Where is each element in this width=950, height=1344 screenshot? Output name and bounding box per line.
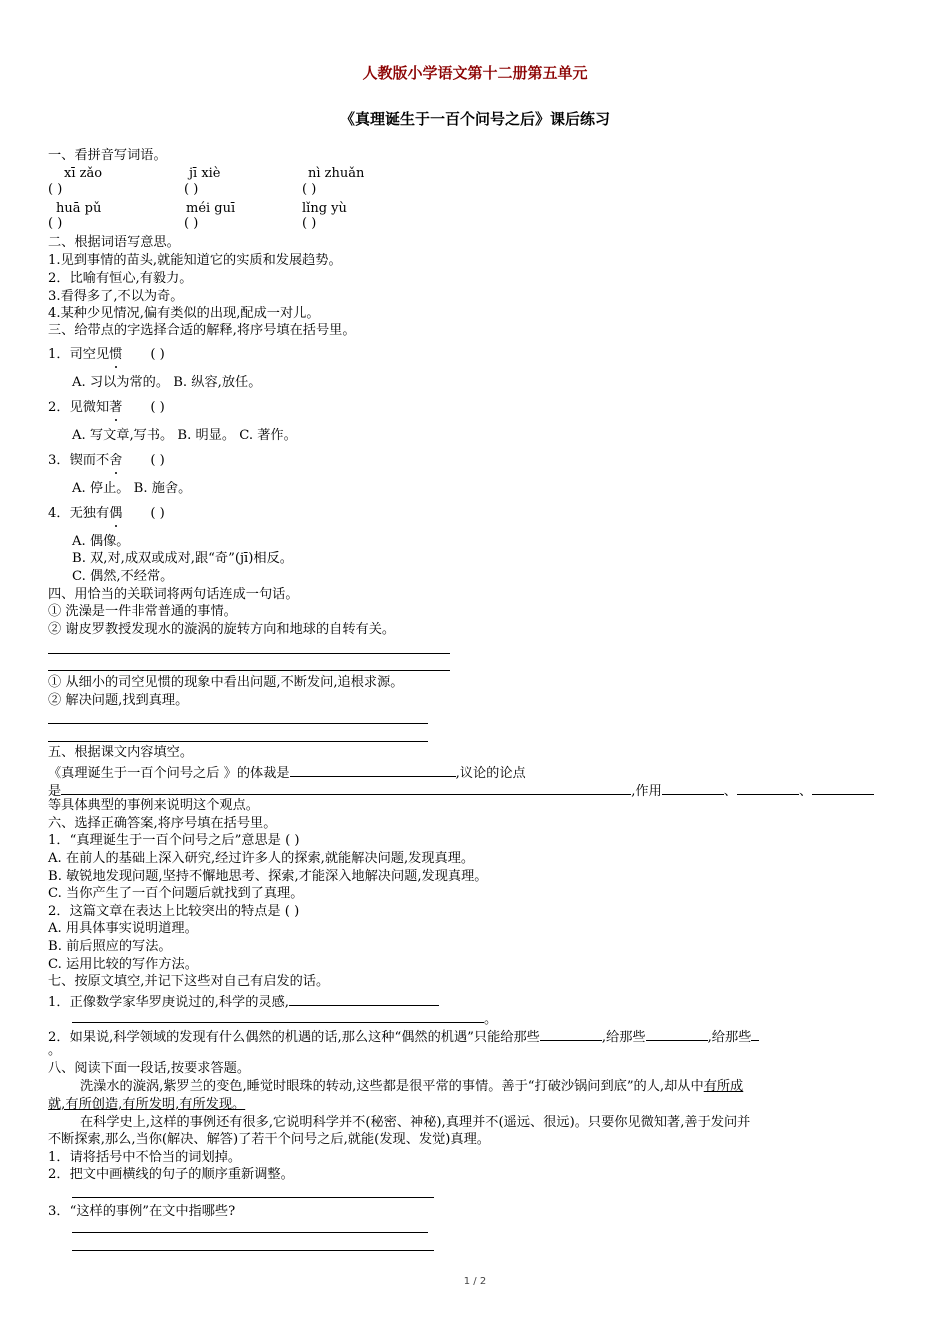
- question-row: [48, 399, 165, 417]
- option-item: C. 当你产生了一百个问题后就找到了真理。: [48, 886, 304, 901]
- answer-blank[interactable]: [662, 780, 724, 795]
- answer-paren[interactable]: ( ): [48, 182, 63, 197]
- document-subtitle: 《真理诞生于一百个问号之后》课后练习: [339, 110, 610, 128]
- passage-line: [80, 1078, 743, 1096]
- fill-row: 等具体典型的事例来说明这个观点。: [48, 798, 259, 813]
- dotted-char: 惯: [109, 347, 123, 362]
- option-item: A. 用具体事实说明道理。: [48, 921, 198, 936]
- underlined-text: 有所成: [703, 1079, 744, 1094]
- list-item: 4.某种少见情况,偏有类似的出现,配成一对儿。: [48, 306, 320, 321]
- answer-paren[interactable]: ( ): [48, 216, 63, 231]
- question: 1．“真理诞生于一百个问号之后”意思是 ( ): [48, 833, 300, 848]
- pinyin: jī xiè: [189, 166, 221, 181]
- page-number: 1 / 2: [463, 1276, 487, 1287]
- question-text: 1．司空见: [48, 347, 110, 362]
- fill-text: ,作用: [631, 784, 662, 799]
- option-item: C. 运用比较的写作方法。: [48, 957, 198, 972]
- fill-row: 是 ,作用 、 、: [48, 780, 874, 801]
- list-item: 1.见到事情的苗头,就能知道它的实质和发展趋势。: [48, 253, 342, 268]
- answer-paren[interactable]: ( ): [150, 400, 165, 415]
- answer-blank[interactable]: [61, 780, 631, 795]
- answer-line[interactable]: [48, 670, 450, 671]
- question-row: [48, 346, 165, 364]
- dotted-char: 著: [109, 400, 123, 415]
- passage-line: [48, 1096, 245, 1114]
- option-item: B. 敏锐地发现问题,坚持不懈地思考、探索,才能深入地解决问题,发现真理。: [48, 869, 488, 884]
- dotted-char: 舍: [109, 453, 123, 468]
- sentence: ② 谢皮罗教授发现水的漩涡的旋转方向和地球的自转有关。: [48, 622, 396, 637]
- fill-text: ,给那些: [707, 1030, 752, 1045]
- pinyin: huā pǔ: [56, 201, 102, 216]
- question-text: 3．锲而不: [48, 453, 110, 468]
- option-item: A. 偶像。: [72, 534, 130, 549]
- answer-line[interactable]: [48, 723, 428, 724]
- section-4-heading: 四、用恰当的关联词将两句话连成一句话。: [48, 587, 299, 602]
- answer-line[interactable]: [72, 1250, 434, 1251]
- answer-blank[interactable]: [812, 780, 874, 795]
- passage-line: 不断探索,那么,当你(解决、解答)了若干个问号之后,就能(发现、发觉)真理。: [48, 1132, 490, 1147]
- section-6-heading: 六、选择正确答案,将序号填在括号里。: [48, 816, 277, 831]
- answer-blank[interactable]: [72, 1008, 484, 1023]
- answer-line[interactable]: [48, 741, 428, 742]
- fill-row: 。: [48, 1043, 62, 1058]
- list-item: 2．比喻有恒心,有毅力。: [48, 271, 193, 286]
- options-row: A. 停止。 B. 施舍。: [72, 481, 192, 496]
- fill-text: 2．如果说,科学领域的发现有什么偶然的机遇的话,那么这种“偶然的机遇”只能给那些: [48, 1030, 540, 1045]
- section-7-heading: 七、按原文填空,并记下这些对自己有启发的话。: [48, 974, 330, 989]
- fill-text: 。: [484, 1012, 498, 1027]
- sentence: ② 解决问题,找到真理。: [48, 693, 189, 708]
- pinyin: lǐng yù: [302, 201, 347, 216]
- fill-text: ,给那些: [601, 1030, 646, 1045]
- option-item: B. 双,对,成双或成对,跟“奇”(jī)相反。: [72, 551, 293, 566]
- options-row: A. 习以为常的。 B. 纵容,放任。: [72, 375, 262, 390]
- question-text: 2．见微知: [48, 400, 110, 415]
- option-item: A. 在前人的基础上深入研究,经过许多人的探索,就能解决问题,发现真理。: [48, 851, 475, 866]
- passage-line: 在科学史上,这样的事例还有很多,它说明科学并不(秘密、神秘),真理并不(遥远、很远)。只要你见微知著,善于发问并: [80, 1115, 751, 1130]
- fill-text: 是: [48, 784, 62, 799]
- option-item: B. 前后照应的写法。: [48, 939, 172, 954]
- section-3-heading: 三、给带点的字选择合适的解释,将序号填在括号里。: [48, 323, 356, 338]
- question-row: [48, 452, 165, 470]
- answer-line[interactable]: [72, 1232, 428, 1233]
- answer-paren[interactable]: ( ): [150, 453, 165, 468]
- passage-text: 洗澡水的漩涡,紫罗兰的变色,睡觉时眼珠的转动,这些都是很平常的事情。善于“打破沙锅问到底”的人,却从中: [80, 1079, 704, 1094]
- dotted-char: 偶: [109, 506, 123, 521]
- sentence: ① 洗澡是一件非常普通的事情。: [48, 604, 237, 619]
- section-2-heading: 二、根据词语写意思。: [48, 235, 180, 250]
- pinyin: nì zhuǎn: [308, 166, 365, 181]
- underlined-text: 就,有所创造,有所发明,有所发现。: [48, 1097, 246, 1112]
- question-row: [48, 505, 165, 523]
- option-item: C. 偶然,不经常。: [72, 569, 174, 584]
- answer-blank[interactable]: [290, 762, 456, 777]
- document-title: 人教版小学语文第十二册第五单元: [362, 64, 588, 82]
- section-1-heading: 一、看拼音写词语。: [48, 148, 167, 163]
- answer-blank[interactable]: [751, 1026, 759, 1041]
- pinyin: méi guī: [186, 201, 236, 216]
- answer-blank[interactable]: [646, 1026, 708, 1041]
- question: 3．“这样的事例”在文中指哪些?: [48, 1204, 236, 1219]
- pinyin: xī zǎo: [64, 166, 103, 181]
- fill-text: 1．正像数学家华罗庚说过的,科学的灵感,: [48, 995, 289, 1010]
- answer-paren[interactable]: ( ): [150, 347, 165, 362]
- section-8-heading: 八、阅读下面一段话,按要求答题。: [48, 1061, 251, 1076]
- question: 1．请将括号中不恰当的词划掉。: [48, 1150, 242, 1165]
- answer-line[interactable]: [48, 653, 450, 654]
- answer-line[interactable]: [72, 1197, 434, 1198]
- answer-paren[interactable]: ( ): [150, 506, 165, 521]
- list-item: 3.看得多了,不以为奇。: [48, 289, 184, 304]
- options-row: A. 写文章,写书。 B. 明显。 C. 著作。: [72, 428, 297, 443]
- answer-blank[interactable]: [737, 780, 799, 795]
- answer-blank[interactable]: [540, 1026, 602, 1041]
- answer-paren[interactable]: ( ): [184, 216, 199, 231]
- answer-blank[interactable]: [289, 991, 439, 1006]
- question: 2．这篇文章在表达上比较突出的特点是 ( ): [48, 904, 300, 919]
- question-text: 4．无独有: [48, 506, 110, 521]
- fill-text: ,议论的论点: [455, 766, 526, 781]
- answer-paren[interactable]: ( ): [184, 182, 199, 197]
- section-5-heading: 五、根据课文内容填空。: [48, 745, 194, 760]
- answer-paren[interactable]: ( ): [302, 182, 317, 197]
- question: 2．把文中画横线的句子的顺序重新调整。: [48, 1167, 294, 1182]
- sentence: ① 从细小的司空见惯的现象中看出问题,不断发问,追根求源。: [48, 675, 404, 690]
- answer-paren[interactable]: ( ): [302, 216, 317, 231]
- fill-text: 《真理诞生于一百个问号之后 》的体裁是: [48, 766, 290, 781]
- fill-row: [48, 1026, 759, 1047]
